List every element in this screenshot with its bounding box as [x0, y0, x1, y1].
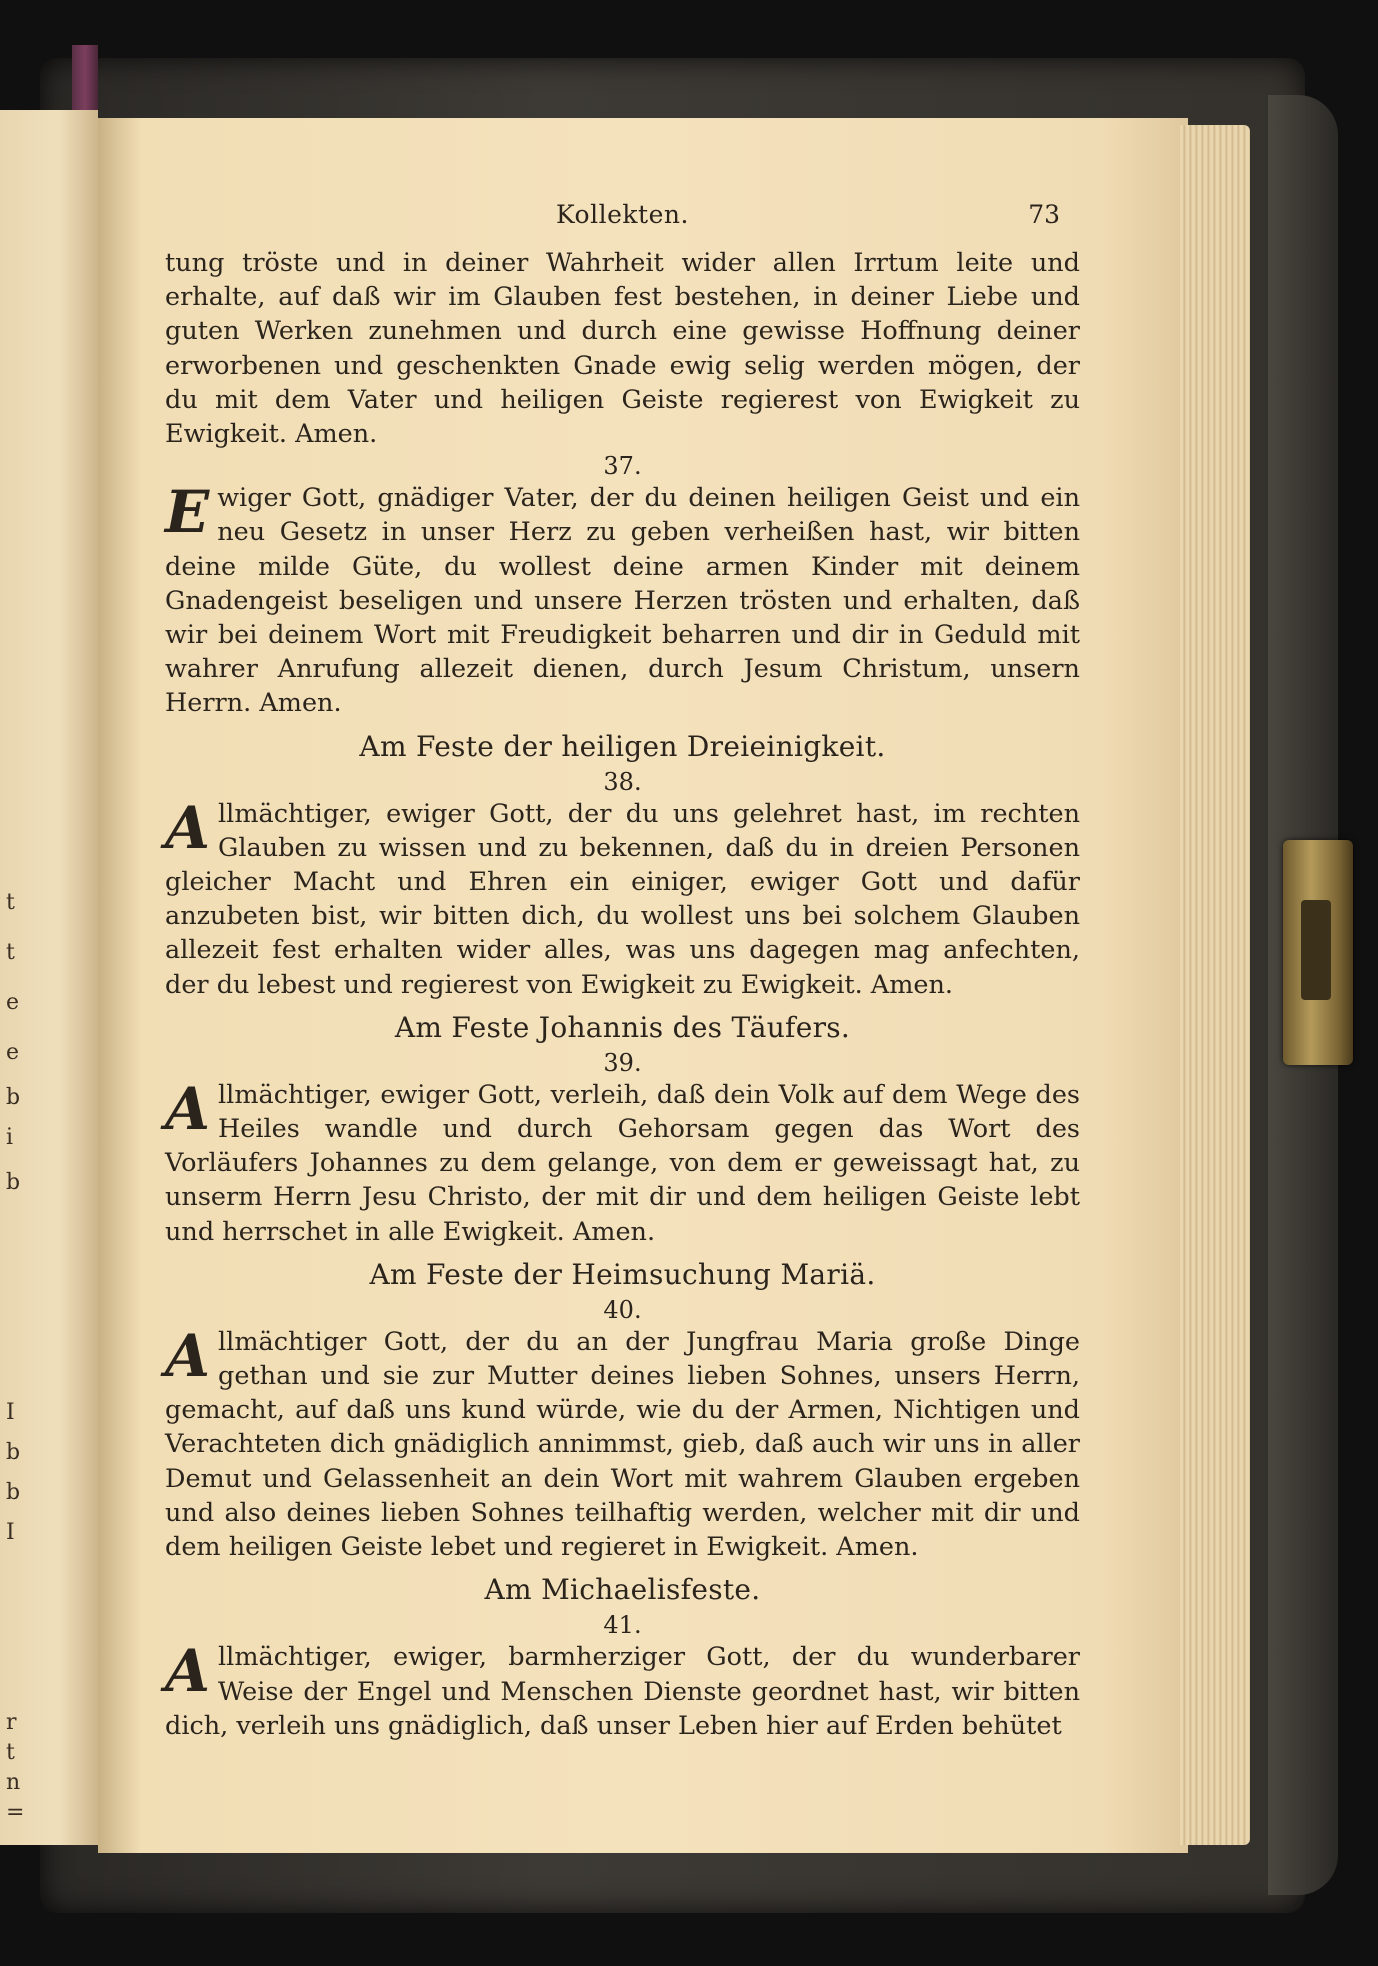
- prayer-text: llmächtiger Gott, der du an der Jungfrau Maria große Dinge gethan und sie zur Mutter deines lieben Sohnes, unsers Herrn, gemacht, auf daß uns kund würde, wie du der Armen, Nichtigen und Verachteten dich gnädiglich annimmst, gieb, daß auch wir uns in aller Demut und Gelassenheit an dein Wort mit wahrem Glauben ergeben und also deines lieben Sohnes teilhaftig werden, welcher mit dir und dem heiligen Geiste lebet und regieret in Ewigkeit. Amen.: [165, 1326, 1080, 1563]
- prayer-number: 41.: [603, 1611, 642, 1640]
- prayer-text: llmächtiger, ewiger Gott, verleih, daß dein Volk auf dem Wege des Heiles wandle und durch Gehorsam gegen das Wort des Vorläufers Johannes zu dem gelange, von dem er geweissagt hat, zu unserm Herrn Jesu Christo, der mit dir und dem heiligen Geiste lebt und herrschet in alle Ewigkeit. Amen.: [165, 1079, 1080, 1247]
- left-page-fragment: e: [6, 990, 20, 1015]
- page-fore-edge: [1180, 125, 1250, 1845]
- prayer-text: llmächtiger, ewiger, barmherziger Gott, der du wunderbarer Weise der Engel und Menschen Dienste geordnet hast, wir bitten dich, verleih uns gnädiglich, daß unser Leben hier auf Erden behütet: [165, 1642, 1080, 1741]
- drop-initial: A: [165, 1637, 211, 1706]
- prayer-paragraph: [165, 1321, 1080, 1564]
- left-page-fragment: t: [6, 890, 15, 915]
- left-page-fragment: e: [6, 1040, 20, 1065]
- left-page-strip: [0, 110, 98, 1845]
- left-page-fragment: I: [6, 1520, 15, 1545]
- page-header: [165, 200, 1080, 246]
- left-page-fragment: t: [6, 1740, 15, 1765]
- prayer-paragraph: [165, 793, 1080, 1002]
- left-page-fragment: t: [6, 940, 15, 965]
- section-heading: Am Feste der heiligen Dreieinigkeit.: [359, 729, 886, 763]
- running-title: Kollekten.: [556, 200, 689, 229]
- prayer-text: llmächtiger, ewiger Gott, der du uns gelehret hast, im rechten Glauben zu wissen und zu bekennen, daß du in dreien Personen gleicher Macht und Ehren ein einiger, ewiger Gott und dafür anzubeten bist, wir bitten dich, du wollest uns bei solchem Glauben allezeit fest erhalten wider alles, was uns dagegen mag anfechten, der du lebest und regierest von Ewigkeit zu Ewigkeit. Amen.: [165, 798, 1080, 1000]
- left-page-fragment: b: [6, 1480, 21, 1505]
- drop-initial: A: [165, 1074, 211, 1143]
- continuation-paragraph: tung tröste und in deiner Wahrheit wider allen Irrtum leite und erhalte, auf daß wir im Glauben fest bestehen, in deiner Liebe und guten Werken zunehmen und durch eine gewisse Hoffnung deiner erworbenen und geschenkten Gnade ewig selig werden mögen, der du mit dem Vater und heiligen Geiste regierest von Ewigkeit zu Ewigkeit. Amen.: [165, 248, 1080, 450]
- left-page-fragment: n: [6, 1770, 21, 1795]
- left-page-fragment: b: [6, 1170, 21, 1195]
- prayer-paragraph: [165, 1074, 1080, 1249]
- page-number: 73: [1028, 200, 1060, 229]
- left-page-fragment: i: [6, 1125, 14, 1150]
- prayer-text: wiger Gott, gnädiger Vater, der du deinen heiligen Geist und ein neu Gesetz in unser Herz zu geben verheißen hast, wir bitten deine milde Güte, du wollest deine armen Kinder mit deinem Gnadengeist beseligen und unsere Herzen trösten und erhalten, daß wir bei deinem Wort mit Freudigkeit beharren und dir in Geduld mit wahrer Anrufung allezeit dienen, durch Jesum Christum, unsern Herrn. Amen.: [165, 483, 1080, 719]
- prayer-paragraph: [165, 478, 1080, 720]
- prayer-number: 37.: [603, 452, 642, 481]
- left-page-fragment: r: [6, 1710, 17, 1735]
- section-heading: Am Michaelisfeste.: [484, 1573, 761, 1607]
- section-heading: Am Feste der Heimsuchung Mariä.: [369, 1257, 876, 1291]
- page-text: [165, 200, 1080, 1743]
- prayer-number: 38.: [603, 767, 642, 796]
- prayer-paragraph: [165, 1637, 1080, 1743]
- left-page-fragment: b: [6, 1440, 21, 1465]
- prayer-number: 39.: [603, 1048, 642, 1077]
- left-page-fragment: I: [6, 1400, 15, 1425]
- drop-initial: A: [165, 793, 211, 862]
- section-heading: Am Feste Johannis des Täufers.: [394, 1010, 851, 1044]
- left-page-fragment: =: [6, 1800, 25, 1825]
- drop-initial: E: [165, 478, 210, 547]
- drop-initial: A: [165, 1321, 211, 1390]
- left-page-fragment: b: [6, 1085, 21, 1110]
- prayer-number: 40.: [603, 1295, 642, 1324]
- book-clasp: [1283, 840, 1353, 1065]
